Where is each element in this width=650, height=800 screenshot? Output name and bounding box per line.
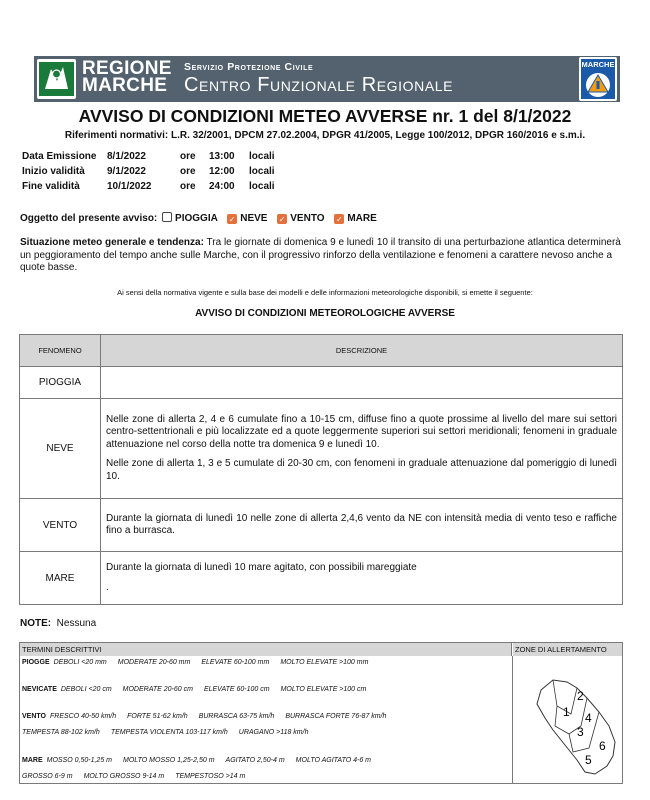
weather-situation: Situazione meteo generale e tendenza: Tra le giornate di domenica 9 e lunedì 10 il transito di una perturbazione atlantica determinerà un peggioramento del tempo anche sulle Marche, con il progressivo rinforzo della ventilazione e fenomeni a carattere nevoso anche a quote basse. [20,237,621,273]
date-row-start: Inizio validità 9/1/2022 ore 12:00 locali [22,166,275,177]
zone-label-5: 5 [585,753,592,767]
zone-label-2: 2 [577,689,584,703]
date-row-emission: Data Emissione 8/1/2022 ore 13:00 locali [22,151,275,162]
validity-dates [22,149,322,194]
header-banner [34,56,620,102]
terms-sea: MARE MOSSO 0,50-1,25 m MOLTO MOSSO 1,25-2,50 m AGITATO 2,50-4 m MOLTO AGITATO 4-6 m [22,757,371,764]
checkbox-vento[interactable]: ✓ [278,215,286,224]
column-header-phenomenon: FENOMENO [20,335,101,367]
phenomenon-description: Nelle zone di allerta 2, 4 e 6 cumulate fino a 10-15 cm, diffuse fino a quote prossime al livello del mare sui settori centro-settentrionali e più localizzate ed a quote leggermente superiori sui settori meridionali; fenomeni in graduale attenuazione nel corso della notte tra domenica 9 e lunedì 10. Nelle zone di allerta 1, 3 e 5 cumulate di 20-30 cm, con fenomeni in graduale attenuazione dal pomeriggio di lunedì 10. [101,399,623,499]
centre-name: Centro Funzionale Regionale [184,74,454,96]
notice-subject: Oggetto del presente avviso: PIOGGIA ✓ NEVE ✓ VENTO ✓ MARE [20,213,377,224]
phenomena-table [19,334,623,605]
zone-label-3: 3 [577,725,584,739]
legal-references: Riferimenti normativi: L.R. 32/2001, DPCM 27.02.2004, DPGR 41/2005, Legge 100/2012, DPGR 160/2016 e s.m.i. [64,130,586,141]
terms-wind: VENTO FRESCO 40-50 km/h FORTE 51-62 km/h BURRASCA 63-75 km/h BURRASCA FORTE 76-87 km/h [22,713,387,720]
terms-snow: NEVICATE DEBOLI <20 cm MODERATE 20-60 cm ELEVATE 60-100 cm MOLTO ELEVATE >100 cm [22,686,367,693]
divider [512,656,513,783]
table-header-row [20,335,623,367]
zone-label-6: 6 [599,739,606,753]
checkbox-mare[interactable]: ✓ [335,215,343,224]
phenomenon-name: NEVE [20,399,101,499]
notes: NOTE: Nessuna [20,618,97,629]
table-row-snow [20,399,623,499]
alert-zones-map [523,668,623,780]
terms-sea-2: GROSSO 6-9 m MOLTO GROSSO 9-14 m TEMPESTOSO >14 m [22,773,246,780]
phenomenon-description [101,367,623,399]
table-row-sea [20,552,623,605]
phenomenon-description: Durante la giornata di lunedì 10 mare agitato, con possibili mareggiate . [101,552,623,605]
legal-statement: Ai sensi della normativa vigente e sulla base dei modelli e delle informazioni meteorologiche disponibili, si emette il seguente: [117,288,533,297]
zone-label-1: 1 [563,705,570,719]
notice-title: AVVISO DI CONDIZIONI METEO AVVERSE nr. 1 del 8/1/2022 [78,106,572,126]
regione-marche-logo [37,59,76,99]
phenomenon-description: Durante la giornata di lunedì 10 nelle zone di allerta 2,4,6 vento da NE con intensità media di vento teso e raffiche fino a burrasca. [101,499,623,552]
column-header-description: DESCRIZIONE [101,335,623,367]
notice-subtitle: AVVISO DI CONDIZIONI METEOROLOGICHE AVVERSE [195,308,455,319]
date-row-end: Fine validità 10/1/2022 ore 24:00 locali [22,181,275,192]
table-row-wind [20,499,623,552]
phenomenon-name: PIOGGIA [20,367,101,399]
civil-protection-icon [581,70,615,100]
checkbox-neve[interactable]: ✓ [228,215,236,224]
protezione-civile-badge: MARCHE [579,57,617,101]
zones-header: ZONE DI ALLERTAMENTO [513,643,622,656]
terms-wind-2: TEMPESTA 88-102 km/h TEMPESTA VIOLENTA 103-117 km/h URAGANO >118 km/h [22,729,309,736]
zone-label-4: 4 [585,711,592,725]
phenomenon-name: MARE [20,552,101,605]
checkbox-pioggia[interactable] [162,212,172,222]
terms-rain: PIOGGE DEBOLI <20 mm MODERATE 20-60 mm ELEVATE 60-100 mm MOLTO ELEVATE >100 mm [22,659,369,666]
region-name: REGIONE MARCHE [82,58,172,96]
table-row-rain [20,367,623,399]
phenomenon-name: VENTO [20,499,101,552]
service-name: Servizio Protezione Civile [184,61,314,73]
terms-header: TERMINI DESCRITTIVI [20,643,512,656]
descriptive-terms-box [19,642,623,784]
